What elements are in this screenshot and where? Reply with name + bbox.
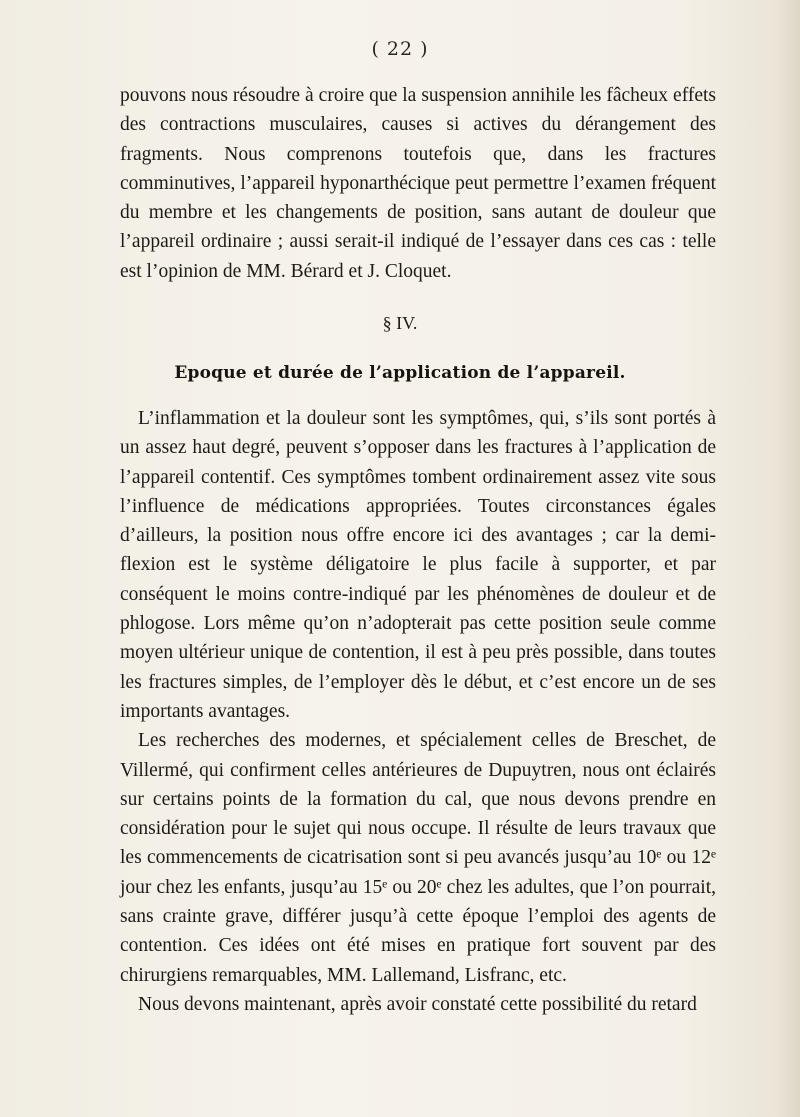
- paragraph-continued: pouvons nous résoudre à croire que la suspension annihile les fâcheux effets des contractions musculaires, causes si actives du dérangement des fragments. Nous comprenons toutefois que, dans les fractures comminutives, l’appareil hyponarthécique peut permettre l’examen fréquent du membre et les changements de position, sans autant de douleur que l’appareil ordinaire ; aussi serait-il indiqué de l’essayer dans ces cas : telle est l’opinion de MM. Bérard et J. Cloquet.: [120, 85, 716, 282]
- section-mark: § IV.: [382, 313, 418, 333]
- section-body: [120, 404, 716, 1019]
- paragraph: Les recherches des modernes, et spécialement celles de Breschet, de Villermé, qui confirment celles antérieures de Dupuytren, nous ont éclairés sur certains points de la formation du cal, que nous devons prendre en considération pour le sujet qui nous occupe. Il résulte de leurs travaux que les commencements de cicatrisation sont si peu avancés jusqu’au 10ᵉ ou 12ᵉ jour chez les enfants, jusqu’au 15ᵉ ou 20ᵉ chez les adultes, que l’on pourrait, sans crainte grave, différer jusqu’à cette époque l’emploi des agents de contention. Ces idées ont été mises en pratique fort souvent par des chirurgiens remarquables, MM. Lallemand, Lisfranc, etc.: [120, 730, 716, 986]
- paragraph: L’inflammation et la douleur sont les symptômes, qui, s’ils sont portés à un assez haut degré, peuvent s’opposer dans les fractures à l’application de l’appareil contentif. Ces symptômes tombent ordinairement assez vite sous l’influence de médications appropriées. Toutes circonstances égales d’ailleurs, la position nous offre encore ici des avantages ; car la demi-flexion est le système déligatoire le plus facile à supporter, et par conséquent le moins contre-indiqué par les phénomènes de douleur et de phlogose. Lors même qu’on n’adopterait pas cette position seule comme moyen ultérieur unique de contention, il est à peu près possible, dans toutes les fractures simples, de l’employer dès le début, et c’est encore un de ses importants avantages.: [120, 408, 716, 722]
- section-title: Epoque et durée de l’application de l’appareil.: [174, 363, 626, 383]
- paragraph: Nous devons maintenant, après avoir constaté cette possibilité du retard: [138, 993, 697, 1015]
- page-number: ( 22 ): [371, 38, 429, 60]
- top-paragraph: [120, 81, 716, 286]
